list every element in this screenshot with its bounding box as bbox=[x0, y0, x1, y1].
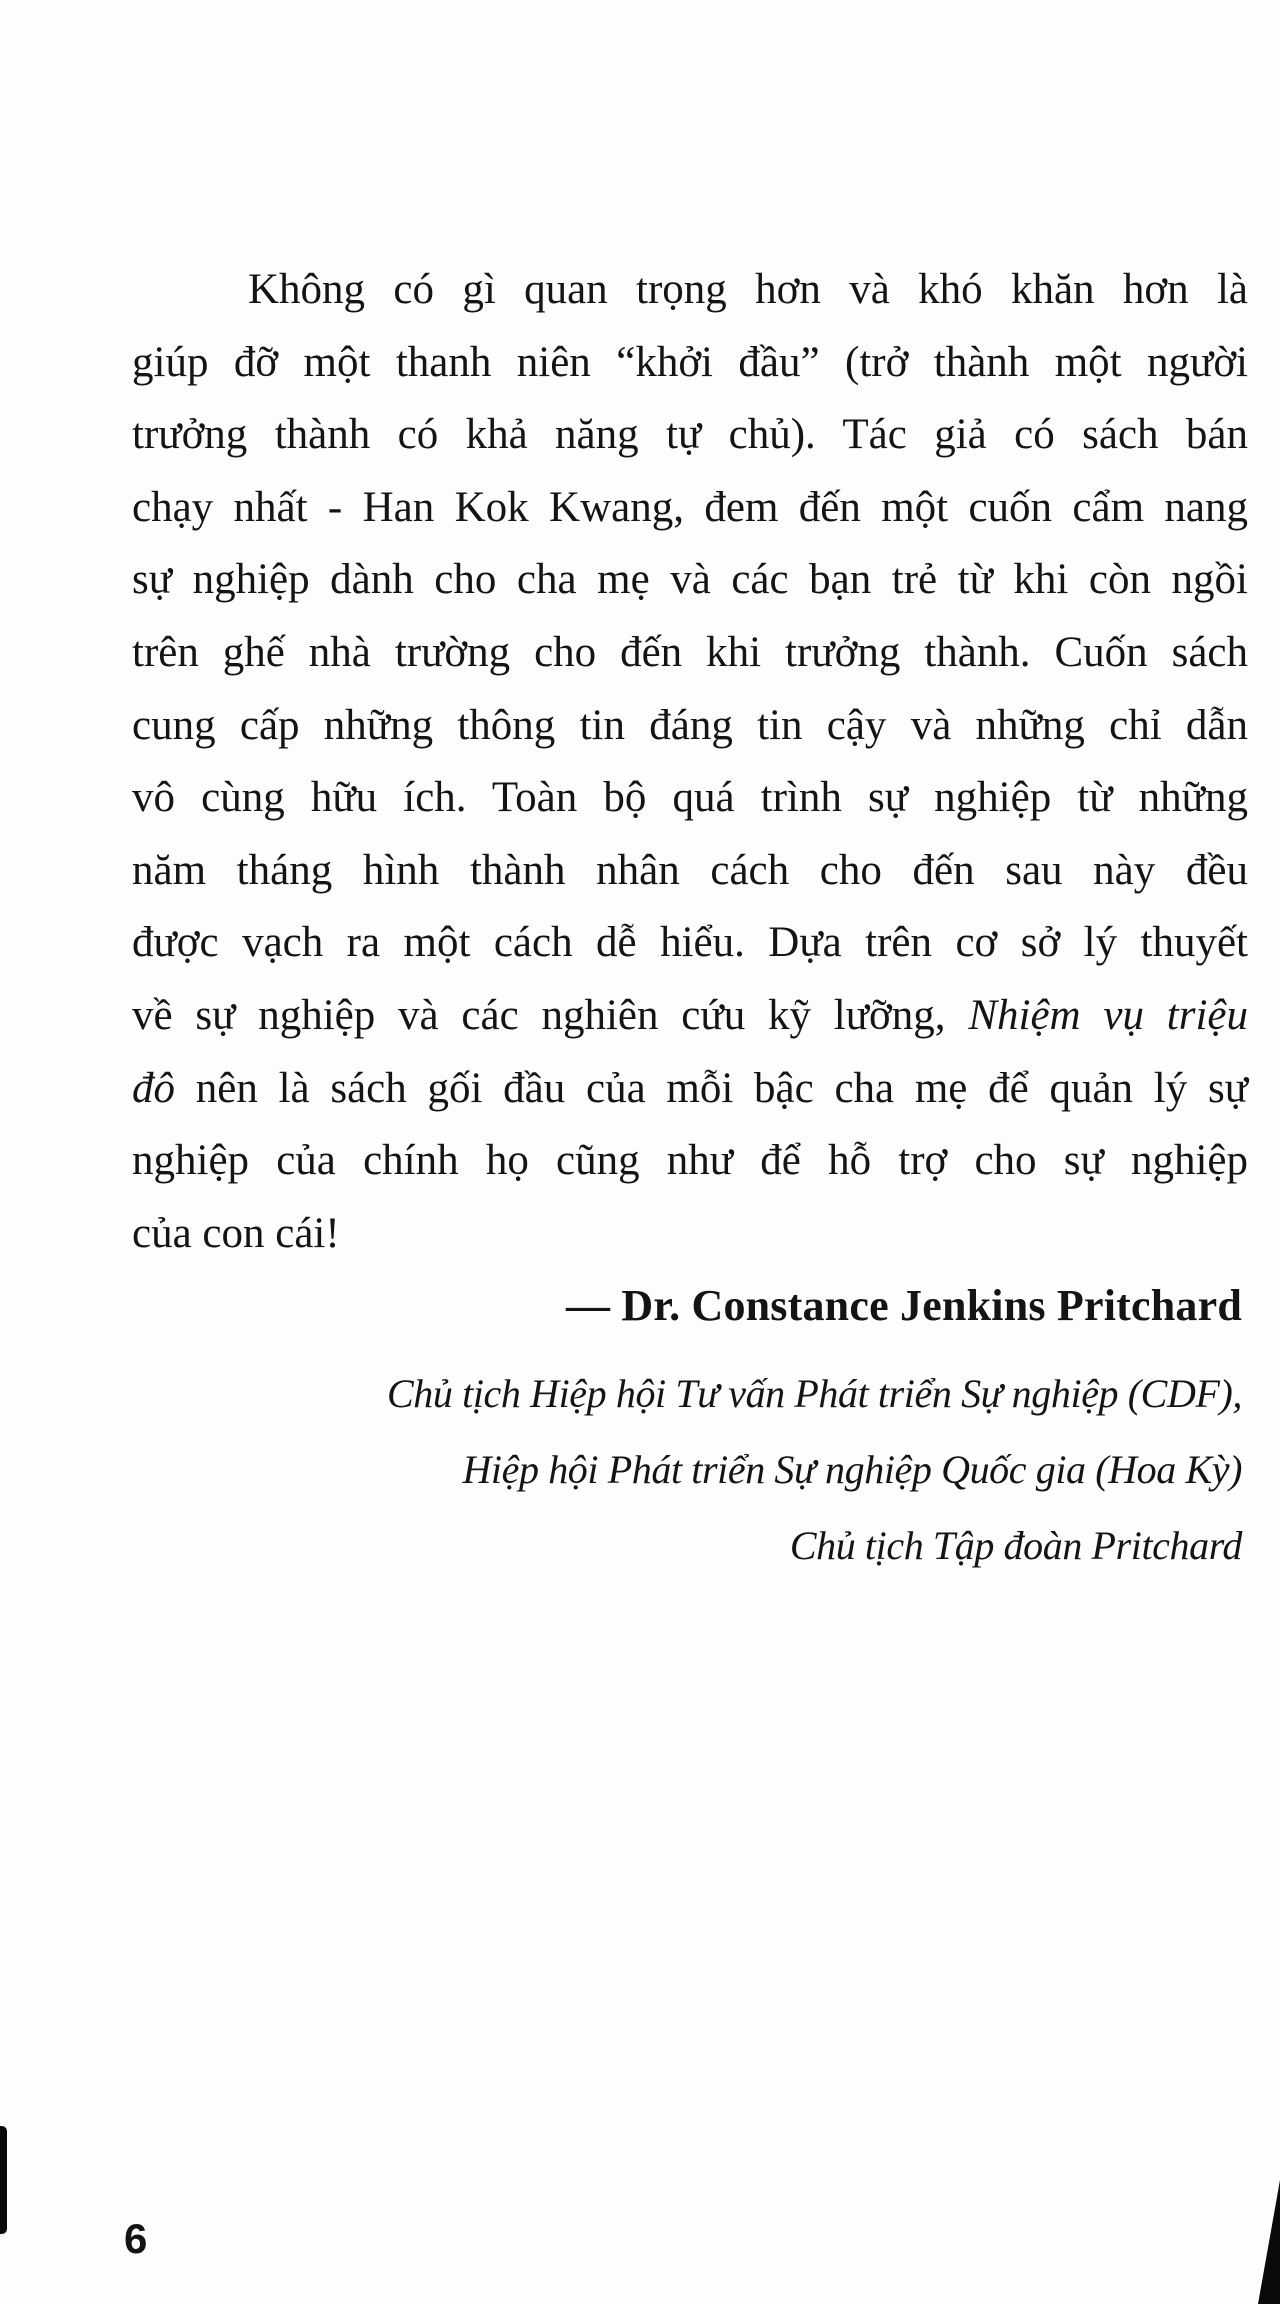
paragraph-line: vô cùng hữu ích. Toàn bộ quá trình sự nghiệp từ những bbox=[132, 774, 1248, 822]
paragraph-line: sự nghiệp dành cho cha mẹ và các bạn trẻ từ khi còn ngồi bbox=[132, 556, 1248, 604]
paragraph-line: trưởng thành có khả năng tự chủ). Tác giả có sách bán bbox=[132, 411, 1248, 459]
scan-edge-shadow-left bbox=[0, 2126, 7, 2234]
paragraph-line: năm tháng hình thành nhân cách cho đến sau này đều bbox=[132, 846, 1248, 894]
attribution-block bbox=[387, 1276, 1242, 1584]
page-number: 6 bbox=[124, 2215, 148, 2262]
scan-edge-shadow-corner bbox=[1258, 2180, 1280, 2304]
paragraph-line-text: về sự nghiệp và các nghiên cứu kỹ lưỡng, bbox=[132, 991, 946, 1039]
author-role: Hiệp hội Phát triển Sự nghiệp Quốc gia (Hoa Kỳ) bbox=[462, 1447, 1242, 1492]
author-role: Chủ tịch Tập đoàn Pritchard bbox=[789, 1523, 1242, 1568]
paragraph-line: nghiệp của chính họ cũng như để hỗ trợ cho sự nghiệp bbox=[132, 1137, 1248, 1185]
paragraph-line: giúp đỡ một thanh niên “khởi đầu” (trở thành một người bbox=[132, 338, 1248, 386]
paragraph-line: của con cái! bbox=[132, 1209, 340, 1257]
paragraph-line: được vạch ra một cách dễ hiểu. Dựa trên cơ sở lý thuyết bbox=[132, 919, 1248, 967]
paragraph-line: cung cấp những thông tin đáng tin cậy và những chỉ dẫn bbox=[132, 701, 1248, 749]
paragraph-line: chạy nhất - Han Kok Kwang, đem đến một cuốn cẩm nang bbox=[132, 483, 1248, 531]
paragraph-line: Không có gì quan trọng hơn và khó khăn hơn là bbox=[248, 266, 1248, 313]
paragraph-line: trên ghế nhà trường cho đến khi trưởng thành. Cuốn sách bbox=[132, 628, 1248, 676]
endorsement-paragraph bbox=[132, 254, 1248, 1270]
paragraph-line-text: nên là sách gối đầu của mỗi bậc cha mẹ để quản lý sự bbox=[195, 1064, 1249, 1112]
author-role: Chủ tịch Hiệp hội Tư vấn Phát triển Sự nghiệp (CDF), bbox=[387, 1371, 1242, 1416]
book-title-italic: đô bbox=[132, 1064, 175, 1112]
author-name: — Dr. Constance Jenkins Pritchard bbox=[566, 1281, 1242, 1330]
paragraph-line bbox=[132, 980, 1248, 1053]
book-title-italic: Nhiệm vụ triệu bbox=[968, 991, 1248, 1039]
paragraph-line bbox=[132, 1053, 1248, 1126]
